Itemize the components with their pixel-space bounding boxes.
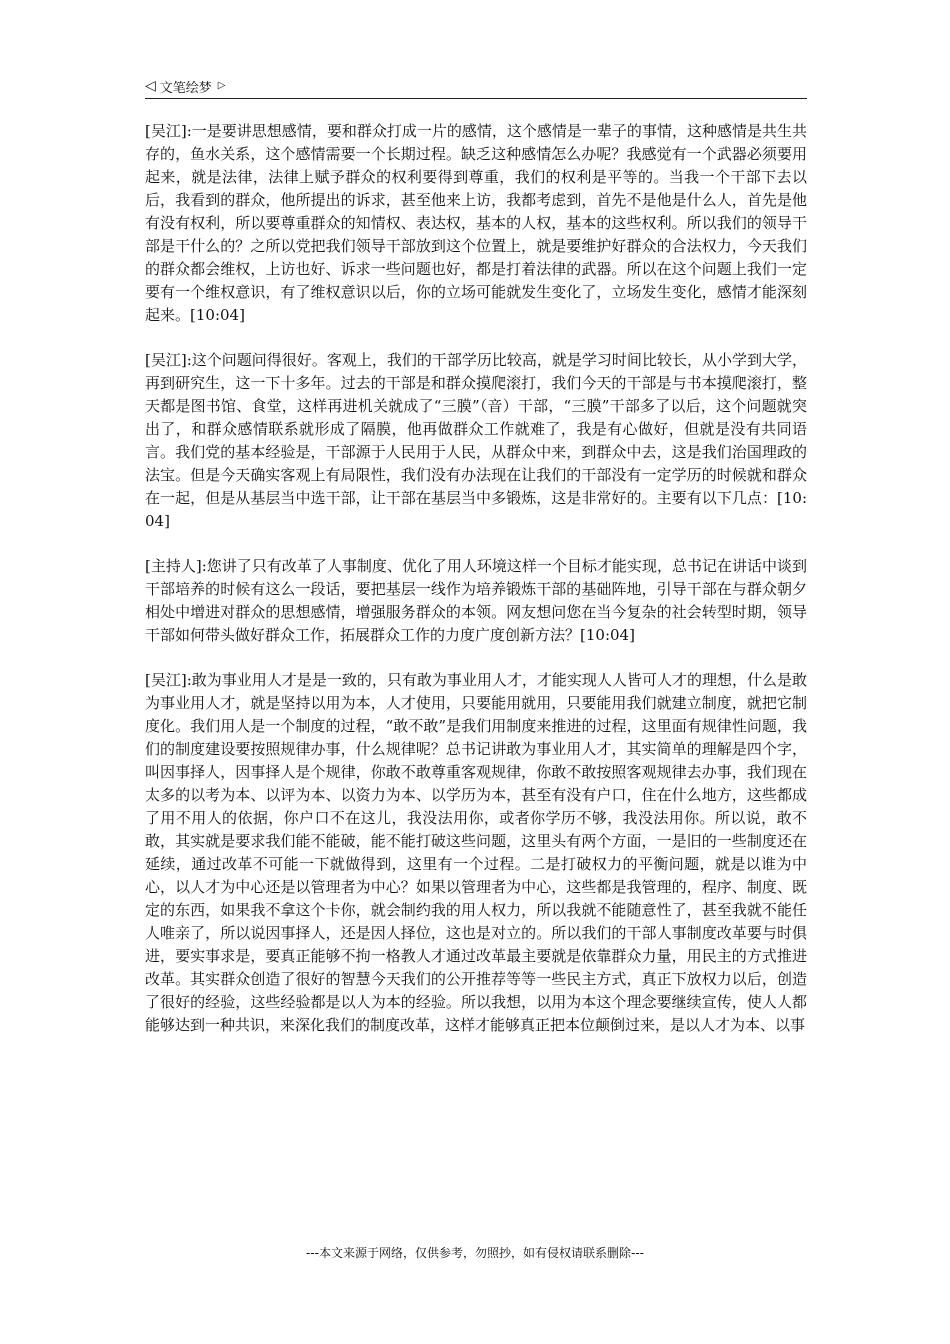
page-header [145,74,807,99]
document-body [145,120,807,1059]
header-title: 文笔绘梦 [159,80,212,96]
paragraph-3: [主持人]:您讲了只有改革了人事制度、优化了用人环境这样一个目标才能实现，总书记在讲话中谈到干部培养的时候有这么一段话，要把基层一线作为培养锻炼干部的基础阵地，引导干部在与群众朝夕相处中增进对群众的思想感情，增强服务群众的本领。网友想问您在当今复杂的社会转型时期，领导干部如何带头做好群众工作，拓展群众工作的力度广度创新方法？[10:04] [145,557,807,644]
triangle-left-icon: ◁ [145,78,156,94]
paragraph-4: [吴江]:敢为事业用人才是是一致的，只有敢为事业用人才，才能实现人人皆可人才的理想，什么是敢为事业用人才，就是坚持以用为本，人才使用，只要能用就用，只要能用我们就建立制度，就把它制度化。我们用人是一个制度的过程，“敢不敢”是我们用制度来推进的过程，这里面有规律性问题，我们的制度建设要按照规律办事，什么规律呢？总书记讲敢为事业用人才，其实简单的理解是四个字，叫因事择人，因事择人是个规律，你敢不敢尊重客观规律，你敢不敢按照客观规律去办事，我们现在太多的以考为本、以评为本、以资力为本、以学历为本，甚至有没有户口，住在什么地方，这些都成了用不用人的依据，你户口不在这儿，我没法用你，或者你学历不够，我没法用你。所以说，敢不敢，其实就是要求我们能不能破，能不能打破这些问题，这里头有两个方面，一是旧的一些制度还在延续，通过改革不可能一下就做得到，这里有一个过程。二是打破权力的平衡问题，就是以谁为中心，以人才为中心还是以管理者为中心？如果以管理者为中心，这些都是我管理的，程序、制度、既定的东西，如果我不拿这个卡你，就会制约我的用人权力，所以我就不能随意性了，甚至我就不能任人唯亲了，所以说因事择人，还是因人择位，这也是对立的。所以我们的干部人事制度改革要与时俱进，要实事求是，要真正能够不拘一格教人才通过改革最主要就是依靠群众力量，用民主的方式推进改革。其实群众创造了很好的智慧今天我们的公开推荐等等一些民主方式，真正下放权力以后，创造了很好的经验，这些经验都是以人为本的经验。所以我想，以用为本这个理念要继续宣传，使人人都能够达到一种共识，来深化我们的制度改革，这样才能够真正把本位颠倒过来，是以人才为本、以事 [145,671,807,1034]
paragraph-2: [吴江]:这个问题问得很好。客观上，我们的干部学历比较高，就是学习时间比较长，从小学到大学，再到研究生，这一下十多年。过去的干部是和群众摸爬滚打，我们今天的干部是与书本摸爬滚打，整天都是图书馆、食堂，这样再进机关就成了“三膜”（音）干部，“三膜”干部多了以后，这个问题就突出了，和群众感情联系就形成了隔膜，他再做群众工作就难了，我是有心做好，但就是没有共同语言。我们党的基本经验是，干部源于人民用于人民，从群众中来，到群众中去，这是我们治国理政的法宝。但是今天确实客观上有局限性，我们没有办法现在让我们的干部没有一定学历的时候就和群众在一起，但是从基层当中选干部，让干部在基层当中多锻炼，这是非常好的。主要有以下几点：[10:04] [145,351,807,530]
paragraph-1: [吴江]:一是要讲思想感情，要和群众打成一片的感情，这个感情是一辈子的事情，这种感情是共生共存的，鱼水关系，这个感情需要一个长期过程。缺乏这种感情怎么办呢？我感觉有一个武器必须要用起来，就是法律，法律上赋予群众的权利要得到尊重，我们的权利是平等的。当我一个干部下去以后，我看到的群众，他所提出的诉求，甚至他来上访，我都考虑到，首先不是他是什么人，首先是他有没有权利，所以要尊重群众的知情权、表达权，基本的人权，基本的这些权利。所以我们的领导干部是干什么的？之所以党把我们领导干部放到这个位置上，就是要维护好群众的合法权力，今天我们的群众都会维权，上访也好、诉求一些问题也好，都是打着法律的武器。所以在这个问题上我们一定要有一个维权意识，有了维权意识以后，你的立场可能就发生变化了，立场发生变化，感情才能深刻起来。[10:04] [145,122,807,324]
page-footer: ---本文来源于网络，仅供参考，勿照抄，如有侵权请联系删除--- [306,1246,644,1260]
triangle-right-icon: ▷ [217,80,226,91]
